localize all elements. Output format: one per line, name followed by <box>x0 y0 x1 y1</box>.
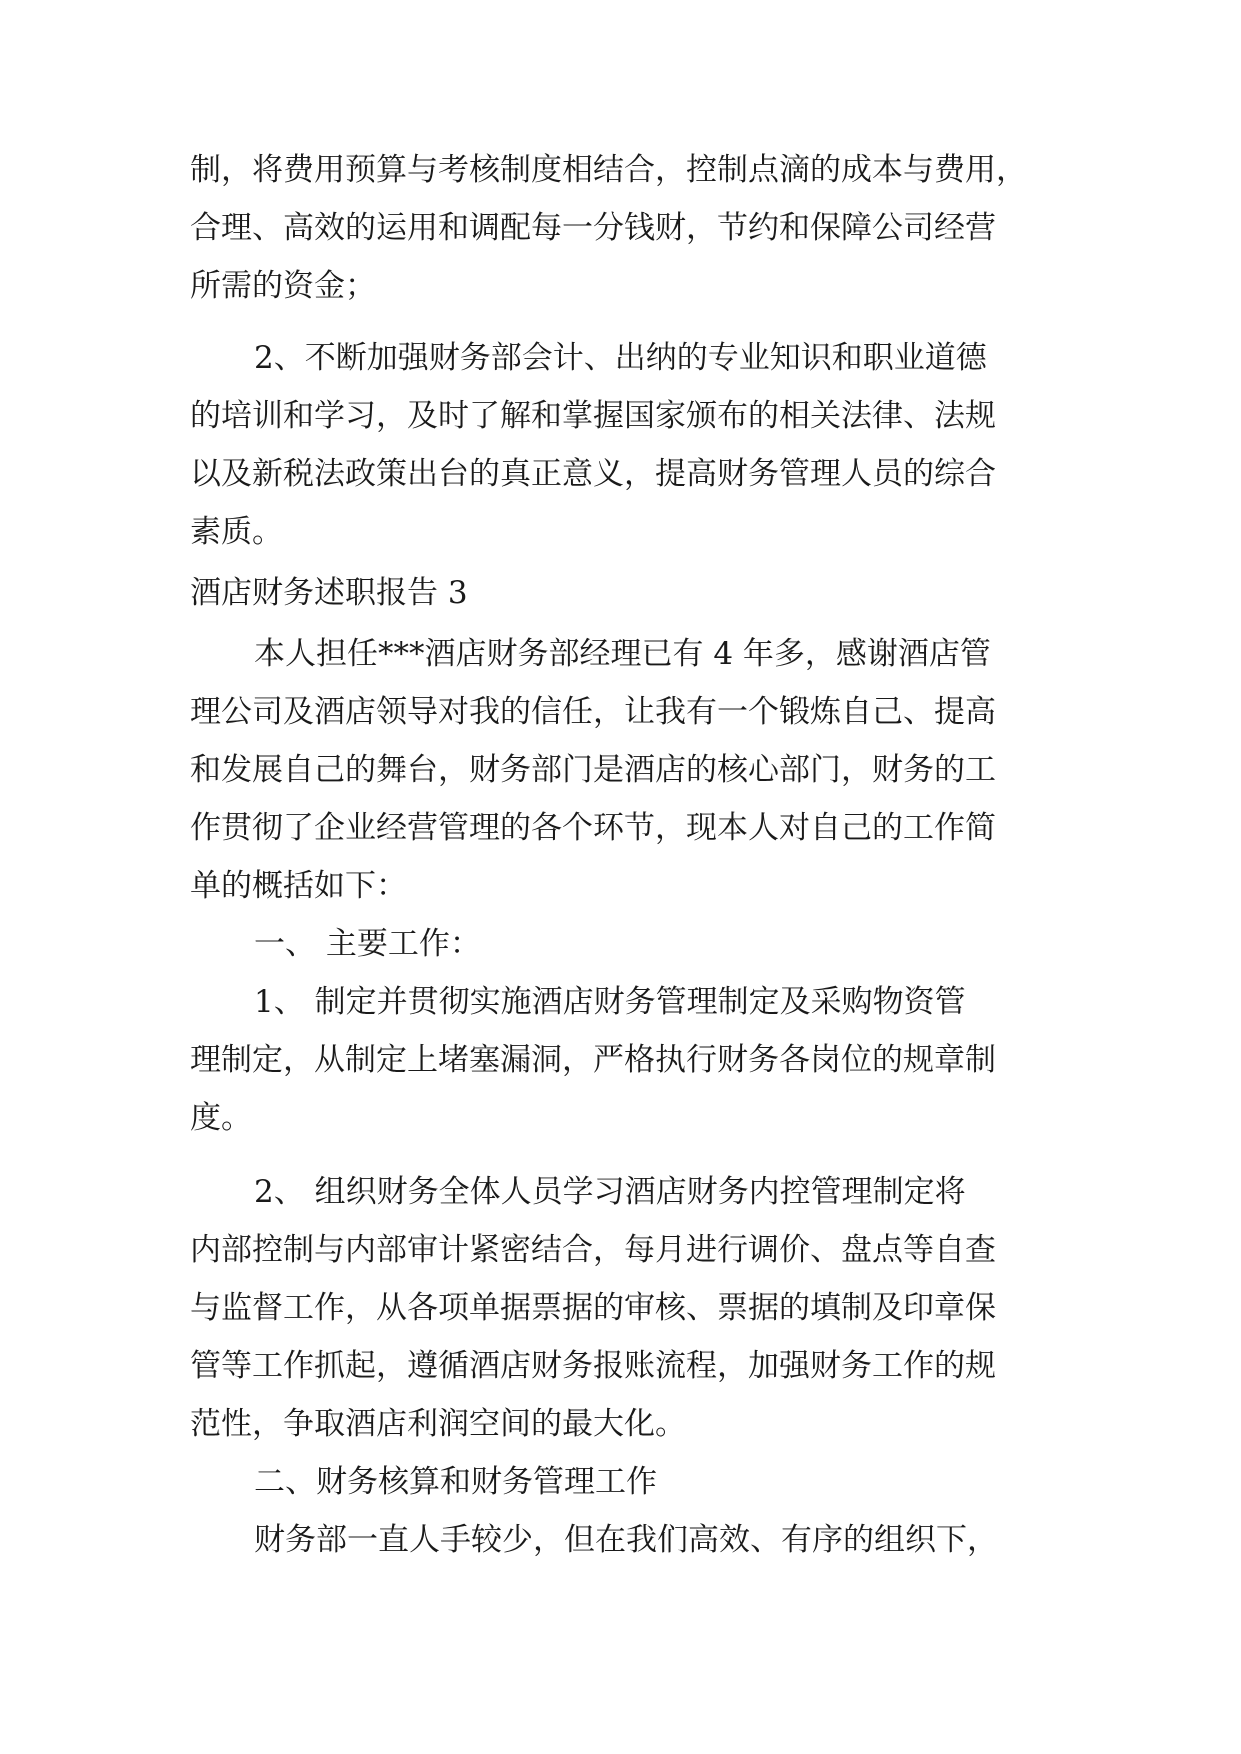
text-line: 管等工作抓起，遵循酒店财务报账流程，加强财务工作的规 <box>190 1348 996 1384</box>
subheading-accounting: 二、财务核算和财务管理工作 <box>254 1464 657 1500</box>
list-item-1: 1、 制定并贯彻实施酒店财务管理制定及采购物资管 <box>254 984 966 1020</box>
text-line: 理制定，从制定上堵塞漏洞，严格执行财务各岗位的规章制 <box>190 1042 996 1078</box>
text-line: 单的概括如下： <box>190 868 407 904</box>
text-line: 和发展自己的舞台，财务部门是酒店的核心部门，财务的工 <box>190 752 996 788</box>
text-line: 内部控制与内部审计紧密结合，每月进行调价、盘点等自查 <box>190 1232 996 1268</box>
text-line: 作贯彻了企业经营管理的各个环节，现本人对自己的工作简 <box>190 810 996 846</box>
subheading-main-work: 一、 主要工作： <box>254 926 481 962</box>
paragraph-start: 本人担任***酒店财务部经理已有 4 年多，感谢酒店管 <box>254 636 991 672</box>
section-heading: 酒店财务述职报告 3 <box>190 575 468 611</box>
text-line: 的培训和学习，及时了解和掌握国家颁布的相关法律、法规 <box>190 398 996 434</box>
text-line: 理公司及酒店领导对我的信任，让我有一个锻炼自己、提高 <box>190 694 996 730</box>
text-line: 素质。 <box>190 514 283 550</box>
text-line: 度。 <box>190 1100 252 1136</box>
paragraph-start: 财务部一直人手较少，但在我们高效、有序的组织下， <box>254 1522 998 1558</box>
text-line: 以及新税法政策出台的真正意义，提高财务管理人员的综合 <box>190 456 996 492</box>
text-line: 制，将费用预算与考核制度相结合，控制点滴的成本与费用， <box>190 152 1027 188</box>
list-item-2: 2、不断加强财务部会计、出纳的专业知识和职业道德 <box>254 340 987 376</box>
text-line: 所需的资金； <box>190 268 376 304</box>
text-line: 范性，争取酒店利润空间的最大化。 <box>190 1406 686 1442</box>
list-item-2: 2、 组织财务全体人员学习酒店财务内控管理制定将 <box>254 1174 966 1210</box>
text-line: 与监督工作，从各项单据票据的审核、票据的填制及印章保 <box>190 1290 996 1326</box>
text-line: 合理、高效的运用和调配每一分钱财，节约和保障公司经营 <box>190 210 996 246</box>
